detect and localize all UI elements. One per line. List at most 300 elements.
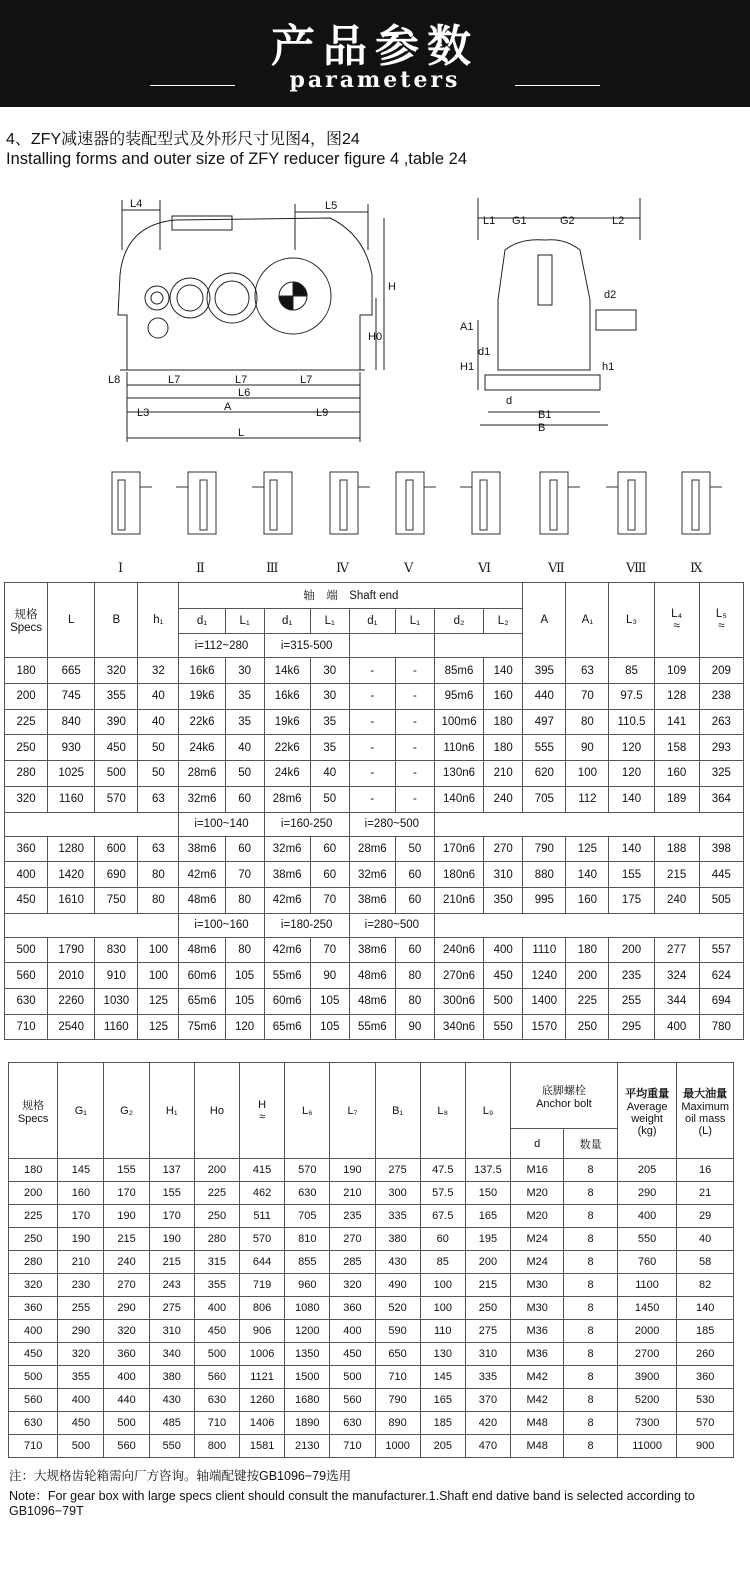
table-cell: 150 [465, 1182, 510, 1205]
table-cell: 355 [58, 1366, 104, 1389]
table-cell: 780 [699, 1014, 743, 1040]
table-cell: 60 [225, 836, 264, 862]
table-cell: 500 [194, 1343, 239, 1366]
t1-ratio-a2: i=315-500 [264, 634, 349, 658]
table-cell: 560 [5, 963, 48, 989]
table-row [9, 1251, 734, 1274]
table-cell: 8 [564, 1343, 617, 1366]
table-cell: 280 [9, 1251, 58, 1274]
assembly-form-6 [460, 472, 500, 534]
table-cell: 90 [395, 1014, 434, 1040]
t2-header-B1: B₁ [375, 1063, 420, 1159]
table-cell: 165 [465, 1205, 510, 1228]
table-cell: 710 [5, 1014, 48, 1040]
table-cell: 21 [677, 1182, 734, 1205]
table-cell: 1160 [48, 786, 95, 812]
table-cell: 277 [654, 937, 699, 963]
table-cell: M24 [511, 1251, 564, 1274]
table-cell: 70 [566, 684, 609, 710]
t2-header-weight: 平均重量 Average weight (kg) [617, 1063, 677, 1159]
table-cell: 470 [465, 1435, 510, 1458]
table-cell: 250 [566, 1014, 609, 1040]
table-cell: 3900 [617, 1366, 677, 1389]
table-cell: 500 [58, 1435, 104, 1458]
table-cell: 570 [95, 786, 138, 812]
table-cell: 38m6 [349, 887, 395, 913]
table-cell: 190 [330, 1159, 375, 1182]
table-row [5, 887, 744, 913]
page-subtitle: parameters [289, 67, 461, 93]
dim-H0: H0 [368, 331, 383, 343]
table-cell: 400 [617, 1205, 677, 1228]
front-view-shaft-1 [145, 286, 169, 310]
table-cell: 250 [194, 1205, 239, 1228]
table-cell: 1450 [617, 1297, 677, 1320]
table-cell: 19k6 [179, 684, 225, 710]
table-cell: 400 [484, 937, 523, 963]
table-cell: 145 [58, 1159, 104, 1182]
table-cell: 1350 [285, 1343, 330, 1366]
table-cell: 90 [310, 963, 349, 989]
table-cell: 930 [48, 735, 95, 761]
table-cell: 440 [523, 684, 566, 710]
table-cell: M48 [511, 1435, 564, 1458]
table-cell: - [395, 658, 434, 684]
table-cell: 750 [95, 887, 138, 913]
table-cell: 2540 [48, 1014, 95, 1040]
table-cell: - [349, 658, 395, 684]
table-cell: 250 [5, 735, 48, 761]
table-cell: 19k6 [264, 709, 310, 735]
ratio-row [5, 812, 744, 836]
dim-d2: d2 [604, 289, 617, 301]
table-cell: 240 [654, 887, 699, 913]
table-cell: 90 [566, 735, 609, 761]
table-cell: 665 [48, 658, 95, 684]
table-cell: - [395, 761, 434, 787]
table-cell: 390 [95, 709, 138, 735]
table-cell: 240 [484, 786, 523, 812]
table-row [9, 1435, 734, 1458]
table-cell: - [349, 786, 395, 812]
table-cell: 50 [395, 836, 434, 862]
dim-L: L [238, 427, 245, 439]
table-cell: 137.5 [465, 1159, 510, 1182]
table-cell: 28m6 [179, 761, 225, 787]
front-view-body [118, 218, 372, 370]
t2-header-L8: L₈ [420, 1063, 465, 1159]
table-cell: 400 [104, 1366, 149, 1389]
table-cell: M30 [511, 1297, 564, 1320]
t1-header-d2: d₂ [434, 608, 483, 634]
dim-side-L1: L1 [483, 215, 496, 227]
table-cell: 14k6 [264, 658, 310, 684]
table-cell: 320 [5, 786, 48, 812]
form-label-6: Ⅵ [478, 561, 492, 576]
table-cell: 215 [149, 1251, 194, 1274]
table-cell: 215 [465, 1274, 510, 1297]
table-cell: 400 [330, 1320, 375, 1343]
table-row [9, 1274, 734, 1297]
table-cell: 630 [9, 1412, 58, 1435]
table-cell: 48m6 [349, 988, 395, 1014]
dim-L7b: L7 [235, 374, 248, 386]
form-label-1: Ⅰ [118, 561, 124, 576]
table-cell: 275 [465, 1320, 510, 1343]
table-cell: 105 [225, 988, 264, 1014]
table-cell: 155 [609, 862, 654, 888]
t1-header-L1a: L₁ [225, 608, 264, 634]
table-cell: 490 [375, 1274, 420, 1297]
assembly-form-8 [606, 472, 646, 534]
table-cell: 364 [699, 786, 743, 812]
t1-header-specs: 规格 Specs [5, 583, 48, 658]
t1-header-L3: L₃ [609, 583, 654, 658]
t2-header-d: d [511, 1129, 564, 1159]
table-cell: 340n6 [434, 1014, 483, 1040]
table-cell: 570 [285, 1159, 330, 1182]
table-cell: 160 [58, 1182, 104, 1205]
t1-header-h1: h₁ [138, 583, 179, 658]
table-cell: 235 [330, 1205, 375, 1228]
table-cell: 170n6 [434, 836, 483, 862]
table-cell: 300 [375, 1182, 420, 1205]
t1-header-A1: A₁ [566, 583, 609, 658]
table-cell: M36 [511, 1320, 564, 1343]
table-cell: 400 [194, 1297, 239, 1320]
table-cell: 30 [310, 658, 349, 684]
table-cell: 141 [654, 709, 699, 735]
table-cell: 462 [240, 1182, 285, 1205]
table-cell: 505 [699, 887, 743, 913]
table-cell: 85 [420, 1251, 465, 1274]
dim-L7a: L7 [168, 374, 181, 386]
t2-header-anchor-bolt: 底脚螺栓 Anchor bolt [511, 1063, 618, 1129]
table-cell: 240 [104, 1251, 149, 1274]
table-cell: 560 [330, 1389, 375, 1412]
table-cell: 760 [617, 1251, 677, 1274]
table-cell: 8 [564, 1366, 617, 1389]
table-cell: 16 [677, 1159, 734, 1182]
table-cell: 450 [194, 1320, 239, 1343]
table-cell: 644 [240, 1251, 285, 1274]
table-cell: 165 [420, 1389, 465, 1412]
table-cell: 140 [677, 1297, 734, 1320]
table-cell: 160 [484, 684, 523, 710]
table-cell: 355 [95, 684, 138, 710]
table-cell: 315 [194, 1251, 239, 1274]
table-cell: 1500 [285, 1366, 330, 1389]
table-cell: 360 [330, 1297, 375, 1320]
table-cell: 210n6 [434, 887, 483, 913]
table-cell: 125 [138, 988, 179, 1014]
table-cell: 60 [310, 836, 349, 862]
table-cell: 205 [420, 1435, 465, 1458]
header-banner [0, 0, 750, 107]
table-cell: 1610 [48, 887, 95, 913]
assembly-form-1 [112, 472, 152, 534]
table-cell: 1260 [240, 1389, 285, 1412]
t1-header-A: A [523, 583, 566, 658]
table-cell: 60 [225, 786, 264, 812]
table-cell: 290 [104, 1297, 149, 1320]
table-cell: - [349, 684, 395, 710]
table-cell: 57.5 [420, 1182, 465, 1205]
dim-L2: L2 [612, 215, 625, 227]
table-cell: 275 [149, 1297, 194, 1320]
table-cell: 105 [225, 963, 264, 989]
dimension-table-1 [4, 582, 744, 1040]
table-row [9, 1297, 734, 1320]
table-cell: 58 [677, 1251, 734, 1274]
table-cell: 120 [225, 1014, 264, 1040]
dim-L7c: L7 [300, 374, 313, 386]
table-cell: 8 [564, 1228, 617, 1251]
dim-L8: L8 [108, 374, 121, 386]
dim-A1: A1 [460, 321, 474, 333]
table-cell: 1006 [240, 1343, 285, 1366]
table-cell: 810 [285, 1228, 330, 1251]
dim-L6: L6 [238, 387, 251, 399]
table-cell: 360 [104, 1343, 149, 1366]
table-cell: 110 [420, 1320, 465, 1343]
table-cell: 910 [95, 963, 138, 989]
table-cell: 7300 [617, 1412, 677, 1435]
table-cell: 830 [95, 937, 138, 963]
table-cell: 8 [564, 1251, 617, 1274]
table-cell: 70 [310, 887, 349, 913]
table-cell: 5200 [617, 1389, 677, 1412]
ratio-cell: i=100~140 [179, 812, 264, 836]
table-cell: 170 [149, 1205, 194, 1228]
table-cell: 35 [225, 709, 264, 735]
table-row [5, 684, 744, 710]
table-cell: 395 [523, 658, 566, 684]
table-cell: 160 [566, 887, 609, 913]
table-cell: 290 [58, 1320, 104, 1343]
table-cell: 42m6 [264, 937, 310, 963]
table-cell: 1400 [523, 988, 566, 1014]
table-cell: 906 [240, 1320, 285, 1343]
table-cell: M16 [511, 1159, 564, 1182]
table-cell: 270 [104, 1274, 149, 1297]
table-cell: 320 [330, 1274, 375, 1297]
form-label-8: Ⅷ [626, 561, 647, 576]
table-cell: M20 [511, 1205, 564, 1228]
dim-L9: L9 [316, 407, 329, 419]
table-cell: 624 [699, 963, 743, 989]
table-cell: - [349, 709, 395, 735]
table-cell: 270n6 [434, 963, 483, 989]
table-cell: 630 [285, 1182, 330, 1205]
table-row [5, 937, 744, 963]
table-cell: 40 [138, 709, 179, 735]
dim-L4: L4 [130, 198, 143, 210]
table-cell: 320 [95, 658, 138, 684]
table-cell: 60 [395, 862, 434, 888]
table-cell: 1121 [240, 1366, 285, 1389]
table-cell: 238 [699, 684, 743, 710]
table-cell: 275 [375, 1159, 420, 1182]
dim-H: H [388, 281, 396, 293]
table-cell: 325 [699, 761, 743, 787]
table-cell: 450 [5, 887, 48, 913]
table-cell: 1030 [95, 988, 138, 1014]
table-cell: 97.5 [609, 684, 654, 710]
table-cell: 310 [465, 1343, 510, 1366]
table-row [9, 1343, 734, 1366]
table-cell: 1890 [285, 1412, 330, 1435]
table-cell: 170 [104, 1182, 149, 1205]
table-cell: 80 [138, 862, 179, 888]
table-cell: 32m6 [349, 862, 395, 888]
table-cell: 560 [194, 1366, 239, 1389]
dim-d: d [506, 395, 513, 407]
table-cell: 450 [484, 963, 523, 989]
table-cell: 8 [564, 1205, 617, 1228]
table-cell: 110.5 [609, 709, 654, 735]
t1-header-shaft-end: 轴 端 Shaft end [179, 583, 523, 609]
table-cell: 67.5 [420, 1205, 465, 1228]
front-view-gear-1 [170, 278, 210, 318]
table-cell: 120 [609, 761, 654, 787]
table-cell: 38m6 [349, 937, 395, 963]
table-cell: 650 [375, 1343, 420, 1366]
table-row [5, 1014, 744, 1040]
table-cell: 710 [9, 1435, 58, 1458]
table-cell: 430 [149, 1389, 194, 1412]
table-cell: M20 [511, 1182, 564, 1205]
table-cell: 160 [654, 761, 699, 787]
note-en-line1: Note：For gear box with large specs client should consult the manufacturer.1.Shaft end dative band is selected according to [9, 1489, 695, 1503]
form-label-7: Ⅶ [548, 561, 565, 576]
t2-header-specs: 规格 Specs [9, 1063, 58, 1159]
table-cell: 200 [9, 1182, 58, 1205]
table-cell: 40 [677, 1228, 734, 1251]
ratio-cell: i=160-250 [264, 812, 349, 836]
table-cell: 85m6 [434, 658, 483, 684]
table-cell: 125 [566, 836, 609, 862]
t2-header-H1: H₁ [149, 1063, 194, 1159]
table-cell: 344 [654, 988, 699, 1014]
table-cell: 140 [484, 658, 523, 684]
table-cell: 550 [484, 1014, 523, 1040]
table-cell: 109 [654, 658, 699, 684]
table-cell: 335 [375, 1205, 420, 1228]
table-cell: 8 [564, 1320, 617, 1343]
table-cell: 520 [375, 1297, 420, 1320]
table-cell: 243 [149, 1274, 194, 1297]
dim-d1: d1 [478, 346, 491, 358]
side-view-foot [485, 375, 600, 390]
table-cell: 550 [617, 1228, 677, 1251]
table-cell: 32m6 [179, 786, 225, 812]
table-cell: 440 [104, 1389, 149, 1412]
table-cell: 145 [420, 1366, 465, 1389]
table-cell: 890 [375, 1412, 420, 1435]
table-cell: 380 [149, 1366, 194, 1389]
table-cell: 190 [149, 1228, 194, 1251]
table-cell: 560 [104, 1435, 149, 1458]
table-cell: 500 [5, 937, 48, 963]
table-cell: 63 [566, 658, 609, 684]
table-cell: 200 [194, 1159, 239, 1182]
table-cell: 290 [617, 1182, 677, 1205]
ratio-cell: i=280~500 [349, 913, 434, 937]
table-row [5, 658, 744, 684]
note-en-line2: GB1096−79T [9, 1504, 84, 1518]
form-label-4: Ⅳ [336, 561, 349, 576]
t2-header-qty: 数量 [564, 1129, 617, 1159]
dim-G1: G1 [512, 215, 527, 227]
table-cell: 225 [194, 1182, 239, 1205]
table-cell: 555 [523, 735, 566, 761]
table-cell: 225 [566, 988, 609, 1014]
table-cell: 180 [484, 735, 523, 761]
table-cell: 511 [240, 1205, 285, 1228]
t1-header-B: B [95, 583, 138, 658]
table-cell: 710 [330, 1435, 375, 1458]
table-cell: 310 [484, 862, 523, 888]
side-view-input-shaft [538, 255, 552, 305]
table-cell: - [349, 761, 395, 787]
table-cell: 65m6 [179, 988, 225, 1014]
table-cell: 300n6 [434, 988, 483, 1014]
table-cell: 1406 [240, 1412, 285, 1435]
t2-header-G2: G₂ [104, 1063, 149, 1159]
dim-h1: h1 [602, 361, 615, 373]
table-cell: 570 [240, 1228, 285, 1251]
table-cell: 270 [330, 1228, 375, 1251]
table-cell: 50 [138, 735, 179, 761]
table-cell: 130n6 [434, 761, 483, 787]
table-cell: 600 [95, 836, 138, 862]
table-row [9, 1366, 734, 1389]
table-cell: 180 [9, 1159, 58, 1182]
title-divider-right [515, 85, 600, 86]
table-cell: 100 [138, 963, 179, 989]
table-cell: 24k6 [179, 735, 225, 761]
table-row [5, 836, 744, 862]
table-cell: 705 [523, 786, 566, 812]
table-cell: 28m6 [349, 836, 395, 862]
table-cell: 855 [285, 1251, 330, 1274]
dim-B1: B1 [538, 409, 552, 421]
table-cell: 200 [5, 684, 48, 710]
table-cell: 35 [310, 709, 349, 735]
table-cell: 100m6 [434, 709, 483, 735]
table-cell: 790 [523, 836, 566, 862]
table-cell: 1581 [240, 1435, 285, 1458]
table-cell: 2700 [617, 1343, 677, 1366]
table-cell: 55m6 [349, 1014, 395, 1040]
table-cell: 175 [609, 887, 654, 913]
table-cell: 28m6 [264, 786, 310, 812]
table-cell: M42 [511, 1366, 564, 1389]
table-cell: 8 [564, 1297, 617, 1320]
table-cell: 400 [654, 1014, 699, 1040]
figure-caption-zh: 4、ZFY减速器的装配型式及外形尺寸见图4，图24 [6, 131, 360, 148]
table-cell: 38m6 [179, 836, 225, 862]
table-cell: 140n6 [434, 786, 483, 812]
table-cell: 285 [330, 1251, 375, 1274]
table-cell: 320 [9, 1274, 58, 1297]
assembly-form-4 [330, 472, 370, 534]
table-cell: 100 [420, 1297, 465, 1320]
table-cell: 200 [566, 963, 609, 989]
table-cell: 1080 [285, 1297, 330, 1320]
table-cell: 170 [58, 1205, 104, 1228]
